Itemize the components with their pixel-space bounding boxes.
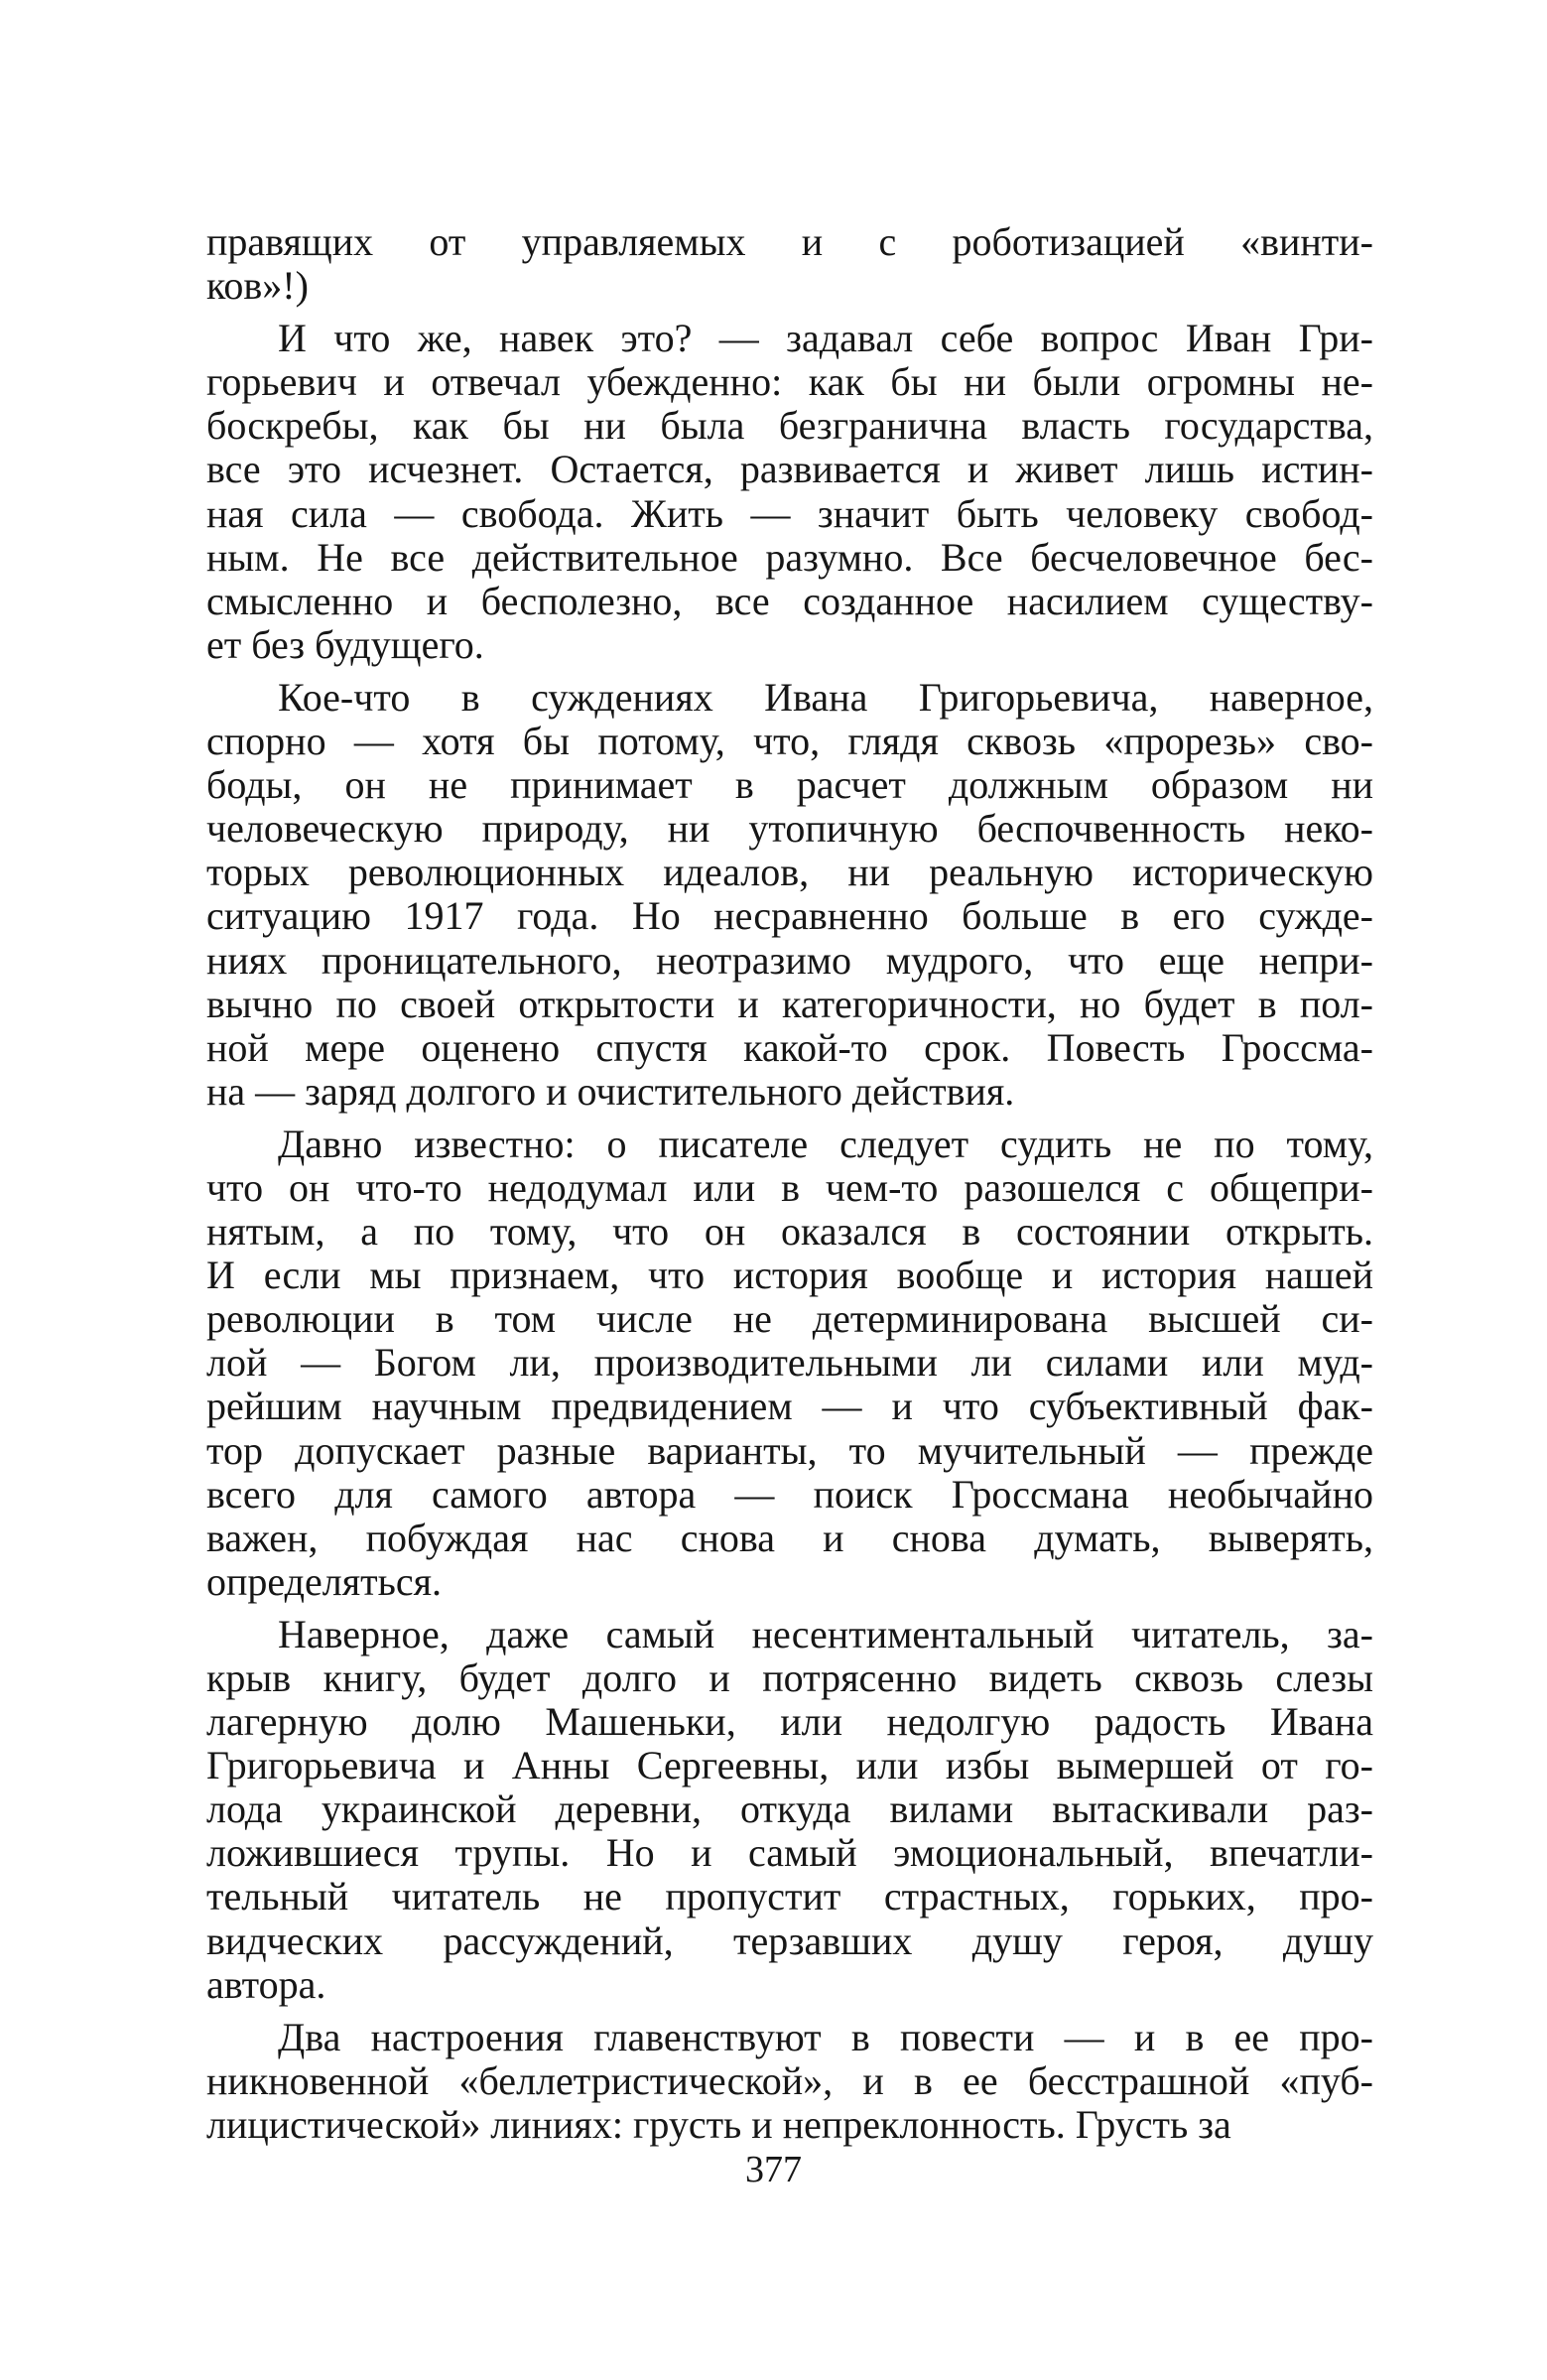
text-line: на — заряд долгого и очистительного действия. — [206, 1068, 1015, 1114]
text-line: никновенной «беллетристической», и в ее бесстрашной «пуб- — [206, 2057, 1373, 2103]
text-line: лагерную долю Машеньки, или недолгую радость Ивана — [206, 1699, 1373, 1745]
text-line: определяться. — [206, 1558, 442, 1604]
text-line: смысленно и бесполезно, все созданное насилием существу- — [206, 578, 1373, 623]
text-line: ложившиеся трупы. Но и самый эмоциональный, впечатли- — [206, 1830, 1373, 1876]
text-line: боскребы, как бы ни была безгранична власть государства, — [206, 403, 1373, 449]
text-line: все это исчезнет. Остается, развивается и живет лишь истин- — [206, 447, 1373, 492]
text-line: лой — Богом ли, производительными ли силами или муд- — [206, 1340, 1373, 1386]
text-line: человеческую природу, ни утопичную беспочвенность неко- — [206, 806, 1373, 852]
paragraph — [206, 676, 1373, 1114]
text-line: ситуацию 1917 года. Но несравненно больше в его сужде- — [206, 893, 1373, 939]
text-line: спорно — хотя бы потому, что, глядя сквозь «прорезь» сво- — [206, 719, 1373, 764]
text-line: ным. Не все действительное разумно. Все бесчеловечное бес- — [206, 534, 1373, 580]
text-line: Давно известно: о писателе следует судить не по тому, — [278, 1121, 1373, 1166]
text-line: торых революционных идеалов, ни реальную историческую — [206, 850, 1373, 895]
text-line: революции в том числе не детерминирована высшей си- — [206, 1296, 1373, 1342]
paragraph — [206, 1123, 1373, 1604]
text-line: Два настроения главенствуют в повести — и в ее про- — [278, 2014, 1373, 2059]
page-number: 377 — [745, 2149, 802, 2190]
text-line: боды, он не принимает в расчет должным образом ни — [206, 762, 1373, 808]
text-line: рейшим научным предвидением — и что субъективный фак- — [206, 1384, 1373, 1429]
text-line: И что же, навек это? — задавал себе вопрос Иван Гри- — [278, 316, 1373, 361]
text-line: правящих от управляемых и с роботизацией «винти- — [206, 219, 1373, 264]
paragraph — [206, 2016, 1373, 2147]
body-text — [206, 220, 1373, 2147]
text-line: всего для самого автора — поиск Гроссмана необычайно — [206, 1471, 1373, 1517]
text-line: важен, побуждая нас снова и снова думать, выверять, — [206, 1515, 1373, 1560]
text-line: Кое-что в суждениях Ивана Григорьевича, наверное, — [278, 674, 1373, 720]
text-line: ниях проницательного, неотразимо мудрого, что еще непри- — [206, 937, 1373, 983]
text-line: ная сила — свобода. Жить — значит быть человеку свобод- — [206, 490, 1373, 536]
text-line: ет без будущего. — [206, 621, 484, 667]
text-line: ной мере оценено спустя какой-то срок. Повесть Гроссма- — [206, 1024, 1373, 1070]
text-line: лода украинской деревни, откуда вилами вытаскивали раз- — [206, 1786, 1373, 1832]
text-line: Наверное, даже самый несентиментальный читатель, за- — [278, 1611, 1373, 1656]
text-line: И если мы признаем, что история вообще и история нашей — [206, 1253, 1373, 1298]
text-line: автора. — [206, 1961, 326, 2007]
paragraph — [206, 1613, 1373, 2007]
paragraph — [206, 317, 1373, 667]
text-line: Григорьевича и Анны Сергеевны, или избы вымершей от го- — [206, 1743, 1373, 1788]
text-line: что он что-то недодумал или в чем-то разошелся с общепри- — [206, 1164, 1373, 1210]
paragraph — [206, 220, 1373, 308]
text-line: горьевич и отвечал убежденно: как бы ни были огромны не- — [206, 359, 1373, 405]
text-line: крыв книгу, будет долго и потрясенно видеть сквозь слезы — [206, 1655, 1373, 1700]
text-line: лицистической» линиях: грусть и непреклонность. Грусть за — [206, 2101, 1231, 2147]
text-line: видческих рассуждений, терзавших душу героя, душу — [206, 1917, 1373, 1963]
text-line: ков»!) — [206, 263, 309, 309]
text-line: тор допускает разные варианты, то мучительный — прежде — [206, 1427, 1373, 1473]
text-line: тельный читатель не пропустит страстных, горьких, про- — [206, 1874, 1373, 1919]
text-line: нятым, а по тому, что он оказался в состоянии открыть. — [206, 1209, 1373, 1255]
text-line: вычно по своей открытости и категоричности, но будет в пол- — [206, 981, 1373, 1026]
